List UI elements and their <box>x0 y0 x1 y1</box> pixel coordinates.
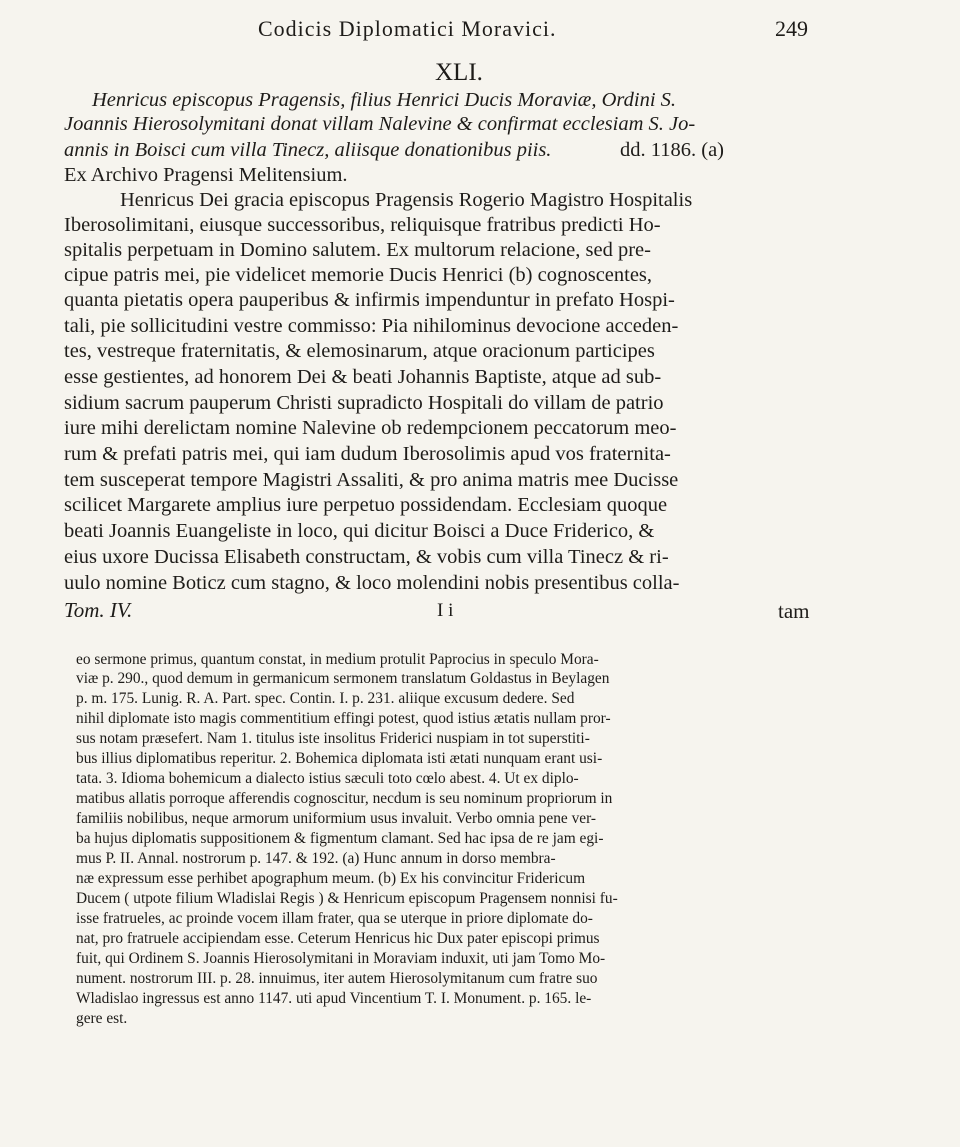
body-line: sidium sacrum pauperum Christi supradicto Hospitali do villam de patrio <box>64 392 664 414</box>
footnote-line: familiis nobilibus, neque armorum uniformium usus invaluit. Verbo omnia pene ver- <box>76 810 597 827</box>
body-line: beati Joannis Euangeliste in loco, qui dicitur Boisci a Duce Friderico, & <box>64 520 655 542</box>
footnote-line: isse fratrueles, ac proinde vocem illam frater, qua se uterque in priore diplomate do- <box>76 910 593 927</box>
footnote-line: nat, pro fratruele accipiendam esse. Ceterum Henricus hic Dux pater episcopi primus <box>76 930 600 947</box>
body-line: Iberosolimitani, eiusque successoribus, reliquisque fratribus predicti Ho- <box>64 214 661 236</box>
footnote-line: viæ p. 290., quod demum in germanicum sermonem translatum Goldastus in Beylagen <box>76 670 610 687</box>
page-number: 249 <box>775 16 808 41</box>
footnote-line: matibus allatis porroque afferendis cognoscitur, necdum is seu nominum propriorum in <box>76 790 613 807</box>
summary-line: Joannis Hierosolymitani donat villam Nalevine & confirmat ecclesiam S. Jo- <box>64 113 696 135</box>
volume-mark: Tom. IV. <box>64 598 133 622</box>
body-line: eius uxore Ducissa Elisabeth constructam, & vobis cum villa Tinecz & ri- <box>64 546 669 568</box>
summary-line: annis in Boisci cum villa Tinecz, aliisque donationibus piis. <box>64 139 552 161</box>
body-line: scilicet Margarete amplius iure perpetuo possidendam. Ecclesiam quoque <box>64 494 668 516</box>
footnote-line: fuit, qui Ordinem S. Joannis Hierosolymitani in Moraviam induxit, uti jam Tomo Mo- <box>76 950 606 967</box>
body-line: uulo nomine Boticz cum stagno, & loco molendini nobis presentibus colla- <box>64 572 680 594</box>
footnote-line: nument. nostrorum III. p. 28. innuimus, iter autem Hierosolymitanum cum fratre suo <box>76 970 598 987</box>
signature-mark: I i <box>437 600 454 621</box>
footnote-line: ba hujus diplomatis suppositionem & figmentum clamant. Sed hac ipsa de re jam egi- <box>76 830 604 847</box>
footnote-line: eo sermone primus, quantum constat, in medium protulit Paprocius in speculo Mora- <box>76 651 599 668</box>
footnote-line: Wladislao ingressus est anno 1147. uti apud Vincentium T. I. Monument. p. 165. le- <box>76 990 592 1007</box>
summary-line: Henricus episcopus Pragensis, filius Henrici Ducis Moraviæ, Ordini S. <box>92 89 677 111</box>
footnote-line: bus illius diplomatibus reperitur. 2. Bohemica diplomata isti ætati nunquam erant usi- <box>76 750 603 767</box>
body-line: tes, vestreque fraternitatis, & elemosinarum, atque oracionum participes <box>64 340 655 362</box>
body-line: Henricus Dei gracia episcopus Pragensis Rogerio Magistro Hospitalis <box>120 189 693 211</box>
footnote-line: p. m. 175. Lunig. R. A. Part. spec. Contin. I. p. 231. aliique excusum dedere. Sed <box>76 690 575 707</box>
source-line: Ex Archivo Pragensi Melitensium. <box>64 164 348 186</box>
footnote-line: nihil diplomate isto magis commentitium effingi potest, quod istius ætatis nullam pror- <box>76 710 611 727</box>
document-number: XLI. <box>435 59 483 86</box>
footnote-line: sus notam præsefert. Nam 1. titulus iste insolitus Friderici nuspiam in tot superstiti- <box>76 730 590 747</box>
body-line: spitalis perpetuam in Domino salutem. Ex multorum relacione, sed pre- <box>64 239 651 261</box>
footnote-line: mus P. II. Annal. nostrorum p. 147. & 192. (a) Hunc annum in dorso membra- <box>76 850 556 867</box>
body-line: iure mihi derelictam nomine Nalevine ob redempcionem peccatorum meo- <box>64 417 677 439</box>
footnote-line: tata. 3. Idioma bohemicum a dialecto istius sæculi toto cœlo abest. 4. Ut ex diplo- <box>76 770 579 787</box>
footnote-line: Ducem ( utpote filium Wladislai Regis ) & Henricum episcopum Pragensem nonnisi fu- <box>76 890 618 907</box>
body-line: tem susceperat tempore Magistri Assaliti, & pro anima matris mee Ducisse <box>64 469 679 491</box>
body-line: tali, pie sollicitudini vestre commisso: Pia nihilominus devocione acceden- <box>64 315 679 337</box>
summary-date: dd. 1186. (a) <box>620 139 724 161</box>
footnote-line: gere est. <box>76 1010 128 1027</box>
body-line: rum & prefati patris mei, qui iam dudum Iberosolimis apud vos fraternita- <box>64 443 671 465</box>
footnote-line: næ expressum esse perhibet apographum meum. (b) Ex his convincitur Fridericum <box>76 870 586 887</box>
body-line: esse gestientes, ad honorem Dei & beati Johannis Baptiste, atque ad sub- <box>64 366 662 388</box>
body-line: quanta pietatis opera pauperibus & infirmis impenduntur in prefato Hospi- <box>64 289 675 311</box>
running-header-title: Codicis Diplomatici Moravici. <box>258 16 557 41</box>
catchword: tam <box>778 599 810 623</box>
body-line: cipue patris mei, pie videlicet memorie Ducis Henrici (b) cognoscentes, <box>64 264 653 286</box>
